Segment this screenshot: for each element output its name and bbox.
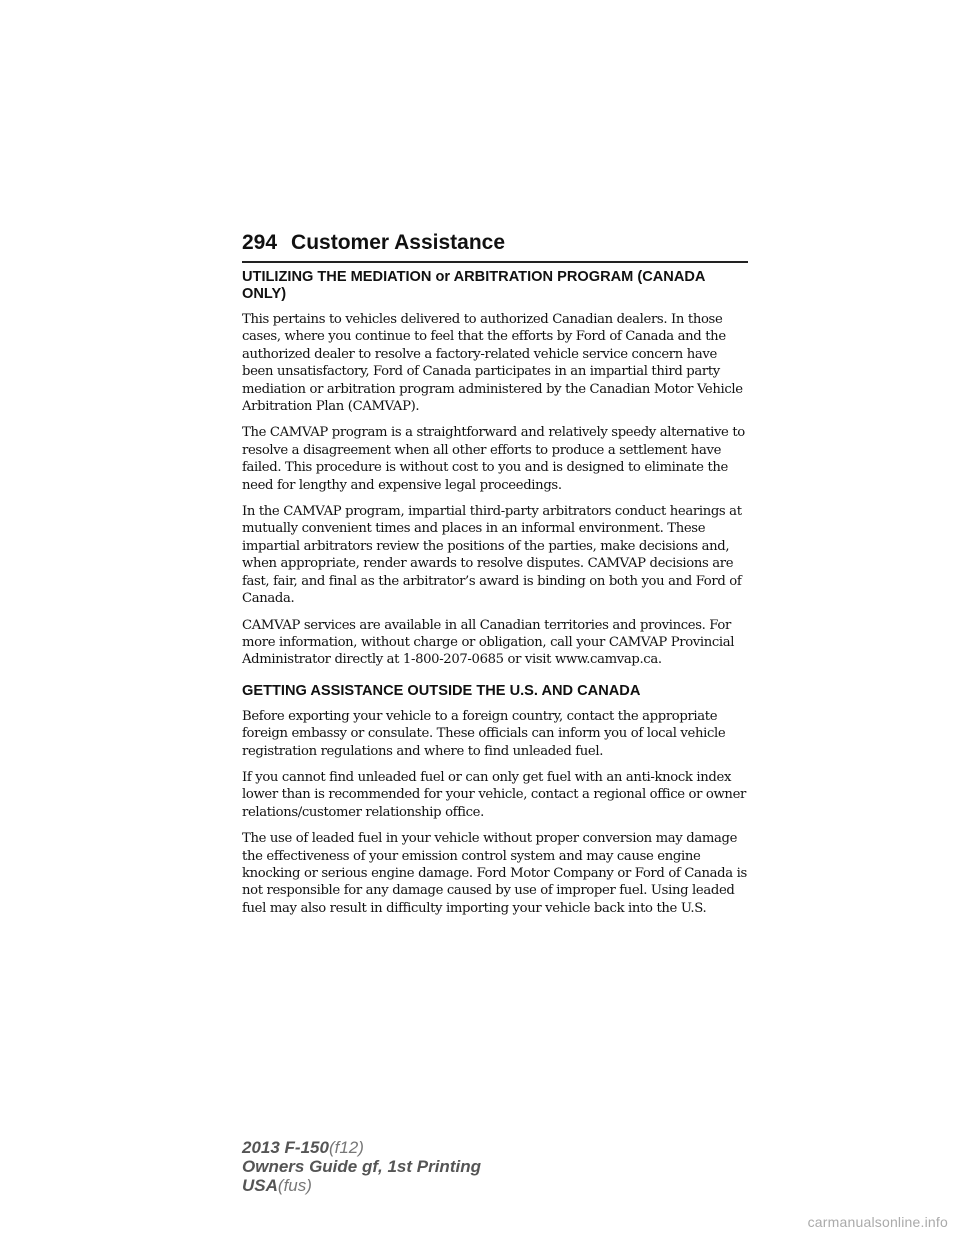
footer-model: 2013 F-150 xyxy=(242,1138,329,1157)
footer-line-market xyxy=(242,1176,481,1195)
paragraph: CAMVAP services are available in all Canadian territories and provinces. For more information, without charge or obligation, call your CAMVAP Provincial Administrator directly at 1-800-207-0685 or visit www.camvap.ca. xyxy=(242,617,735,668)
paragraph: This pertains to vehicles delivered to authorized Canadian dealers. In those cases, where you continue to feel that the efforts by Ford of Canada and the authorized dealer to resolve a factory-related vehicle service concern have been unsatisfactory, Ford of Canada participates in an impartial third party mediation or arbitration program administered by the Canadian Motor Vehicle Arbitration Plan (CAMVAP). xyxy=(242,312,743,415)
footer-market: USA xyxy=(242,1176,278,1195)
paragraph: In the CAMVAP program, impartial third-party arbitrators conduct hearings at mutually convenient times and places in an informal environment. These impartial arbitrators review the positions of the parties, make decisions and, when appropriate, render awards to resolve disputes. CAMVAP decisions are fast, fair, and final as the arbitrator’s award is binding on both you and Ford of Canada. xyxy=(242,504,742,607)
footer-line-model xyxy=(242,1138,481,1157)
footer-model-code: (f12) xyxy=(328,1138,364,1157)
page-content xyxy=(242,269,750,926)
print-footer xyxy=(242,1138,481,1195)
section-assistance-outside xyxy=(242,683,750,917)
page-number: 294 xyxy=(242,231,278,254)
paragraph: Before exporting your vehicle to a foreign country, contact the appropriate foreign embassy or consulate. These officials can inform you of local vehicle registration regulations and where to find unleaded fuel. xyxy=(242,708,726,759)
paragraph: If you cannot find unleaded fuel or can only get fuel with an anti-knock index lower than is recommended for your vehicle, contact a regional office or owner relations/customer relationship office. xyxy=(242,769,746,820)
paragraph: The use of leaded fuel in your vehicle without proper conversion may damage the effectiveness of your emission control system and may cause engine knocking or serious engine damage. Ford Motor Company or Ford of Canada is not responsible for any damage caused by use of improper fuel. Using leaded fuel may also result in difficulty importing your vehicle back into the U.S. xyxy=(242,831,747,916)
footer-market-code: (fus) xyxy=(277,1176,312,1195)
section-heading: UTILIZING THE MEDIATION or ARBITRATION PROGRAM (CANADA ONLY) xyxy=(242,269,705,302)
page-header xyxy=(242,231,748,263)
paragraph: The CAMVAP program is a straightforward and relatively speedy alternative to resolve a disagreement when all other efforts to produce a settlement have failed. This procedure is without cost to you and is designed to eliminate the need for lengthy and expensive legal proceedings. xyxy=(242,425,745,493)
footer-line-guide: Owners Guide gf, 1st Printing xyxy=(242,1157,481,1176)
watermark: carmanualsonline.info xyxy=(807,1214,948,1230)
section-mediation-arbitration xyxy=(242,269,750,669)
section-title: Customer Assistance xyxy=(291,231,506,254)
section-heading: GETTING ASSISTANCE OUTSIDE THE U.S. AND CANADA xyxy=(242,682,641,699)
